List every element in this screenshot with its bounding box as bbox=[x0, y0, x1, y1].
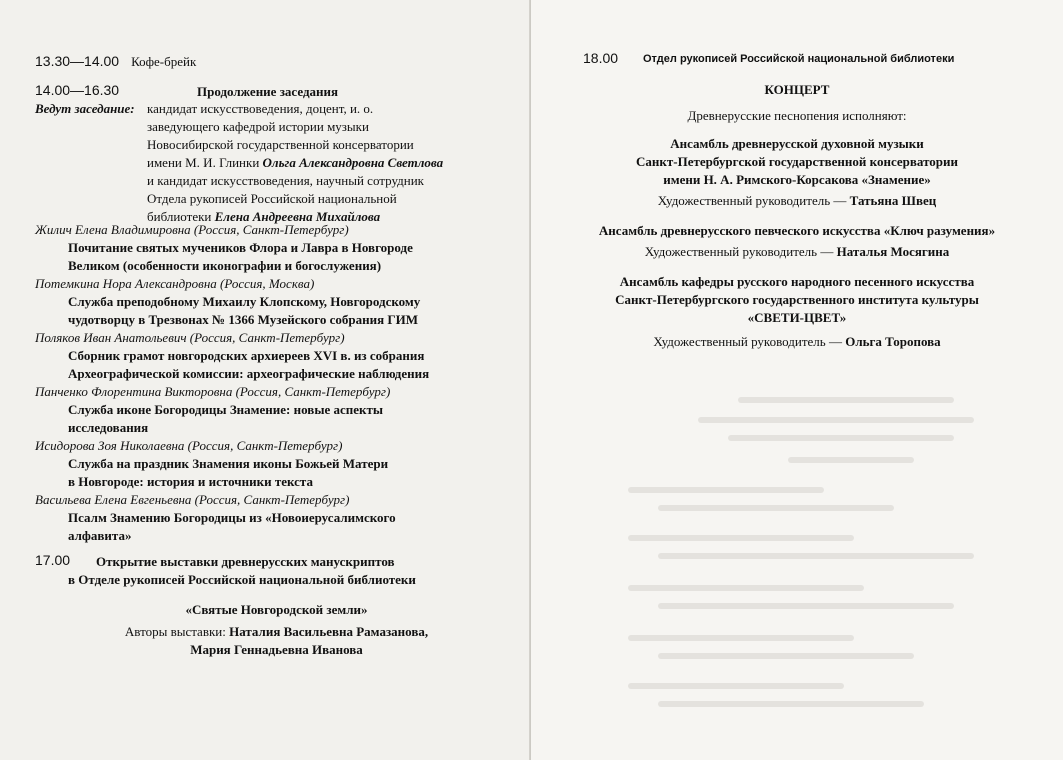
exhibition-title: Открытие выставки древнерусских манускриптов в Отделе рукописей Российской национальной библиотеки bbox=[68, 554, 416, 587]
exhibition-time: 17.00 bbox=[35, 552, 71, 568]
talk-title: Сборник грамот новгородских архиереев XVI в. из собрания Археографической комиссии: археографические наблюдения bbox=[68, 348, 430, 381]
coffee-label: Кофе-брейк bbox=[131, 54, 197, 69]
chairs-label: Ведут заседание: bbox=[35, 101, 135, 116]
chair1-line: имени М. И. Глинки Ольга Александровна Светлова bbox=[147, 155, 444, 170]
chairs-line: заведующего кафедрой истории музыки bbox=[147, 119, 369, 134]
show-through-texture bbox=[591, 390, 1011, 720]
bleed-lines bbox=[591, 390, 1011, 720]
ensemble-name: Ансамбль древнерусской духовной музыки Санкт-Петербургской государственной консерватории имени Н. А. Римского-Корсакова «Знамение» bbox=[636, 136, 958, 187]
talk-title: Псалм Знамению Богородицы из «Новоиерусалимского алфавита» bbox=[68, 510, 396, 543]
talk-speaker: Поляков Иван Анатольевич (Россия, Санкт-Петербург) bbox=[35, 330, 345, 345]
chairs-block bbox=[147, 100, 443, 226]
exhibition-author: Наталия Васильевна Рамазанова, bbox=[229, 624, 429, 639]
concert-time: 18.00 bbox=[583, 50, 619, 66]
session-title: Продолжение заседания bbox=[197, 84, 339, 99]
left-page bbox=[0, 0, 531, 760]
chairs-line: кандидат искусствоведения, доцент, и. о. bbox=[147, 101, 374, 116]
talk-speaker: Исидорова Зоя Николаевна (Россия, Санкт-Петербург) bbox=[35, 438, 343, 453]
talk-title: Служба преподобному Михаилу Клопскому, Новгородскому чудотворцу в Трезвонах № 1366 Музейского собрания ГИМ bbox=[68, 294, 421, 327]
chairs-line: и кандидат искусствоведения, научный сотрудник bbox=[147, 173, 424, 188]
exhibition-authors: Авторы выставки: Наталия Васильевна Рамазанова, Мария Геннадьевна Иванова bbox=[0, 623, 531, 659]
talk-title: Служба иконе Богородицы Знамение: новые аспекты исследования bbox=[68, 402, 384, 435]
ensemble-name: Ансамбль кафедры русского народного песенного искусства Санкт-Петербургского государственного института культуры «СВЕТИ-ЦВЕТ» bbox=[615, 274, 979, 325]
ensemble-director: Художественный руководитель — Ольга Торопова bbox=[653, 334, 941, 349]
chair1-name: Ольга Александровна Светлова bbox=[262, 155, 444, 170]
chairs-line: Отдела рукописей Российской национальной bbox=[147, 191, 397, 206]
talk-speaker: Потемкина Нора Александровна (Россия, Москва) bbox=[35, 276, 315, 291]
coffee-time: 13.30—14.00 bbox=[35, 53, 120, 69]
talk-title: Почитание святых мучеников Флора и Лавра в Новгороде Великом (особенности иконографии и богослужения) bbox=[68, 240, 413, 273]
session-time: 14.00—16.30 bbox=[35, 82, 120, 98]
talk-speaker: Панченко Флорентина Викторовна (Россия, Санкт-Петербург) bbox=[35, 384, 391, 399]
right-page bbox=[531, 0, 1063, 760]
chair2-name: Елена Андреевна Михайлова bbox=[214, 209, 381, 224]
ensemble-director: Художественный руководитель — Наталья Мосягина bbox=[644, 244, 950, 259]
talk-speaker: Васильева Елена Евгеньевна (Россия, Санкт-Петербург) bbox=[35, 492, 350, 507]
chair2-line: библиотеки Елена Андреевна Михайлова bbox=[147, 209, 381, 224]
ensemble-director: Художественный руководитель — Татьяна Швец bbox=[657, 193, 937, 208]
talk-title: Служба на праздник Знамения иконы Божьей Матери в Новгороде: история и источники текста bbox=[68, 456, 389, 489]
concert-venue: Отдел рукописей Российской национальной библиотеки bbox=[643, 53, 955, 65]
ensemble-name: Ансамбль древнерусского певческого искусства «Ключ разумения» bbox=[598, 223, 996, 238]
concert-title: КОНЦЕРТ bbox=[764, 82, 830, 97]
exhibition-name: «Святые Новгородской земли» bbox=[185, 602, 368, 617]
exhibition-author: Мария Геннадьевна Иванова bbox=[190, 642, 363, 657]
talk-speaker: Жилич Елена Владимировна (Россия, Санкт-Петербург) bbox=[35, 222, 349, 237]
concert-intro: Древнерусские песнопения исполняют: bbox=[687, 108, 907, 123]
coffee-break-row bbox=[35, 53, 196, 71]
chairs-line: Новосибирской государственной консерватории bbox=[147, 137, 414, 152]
